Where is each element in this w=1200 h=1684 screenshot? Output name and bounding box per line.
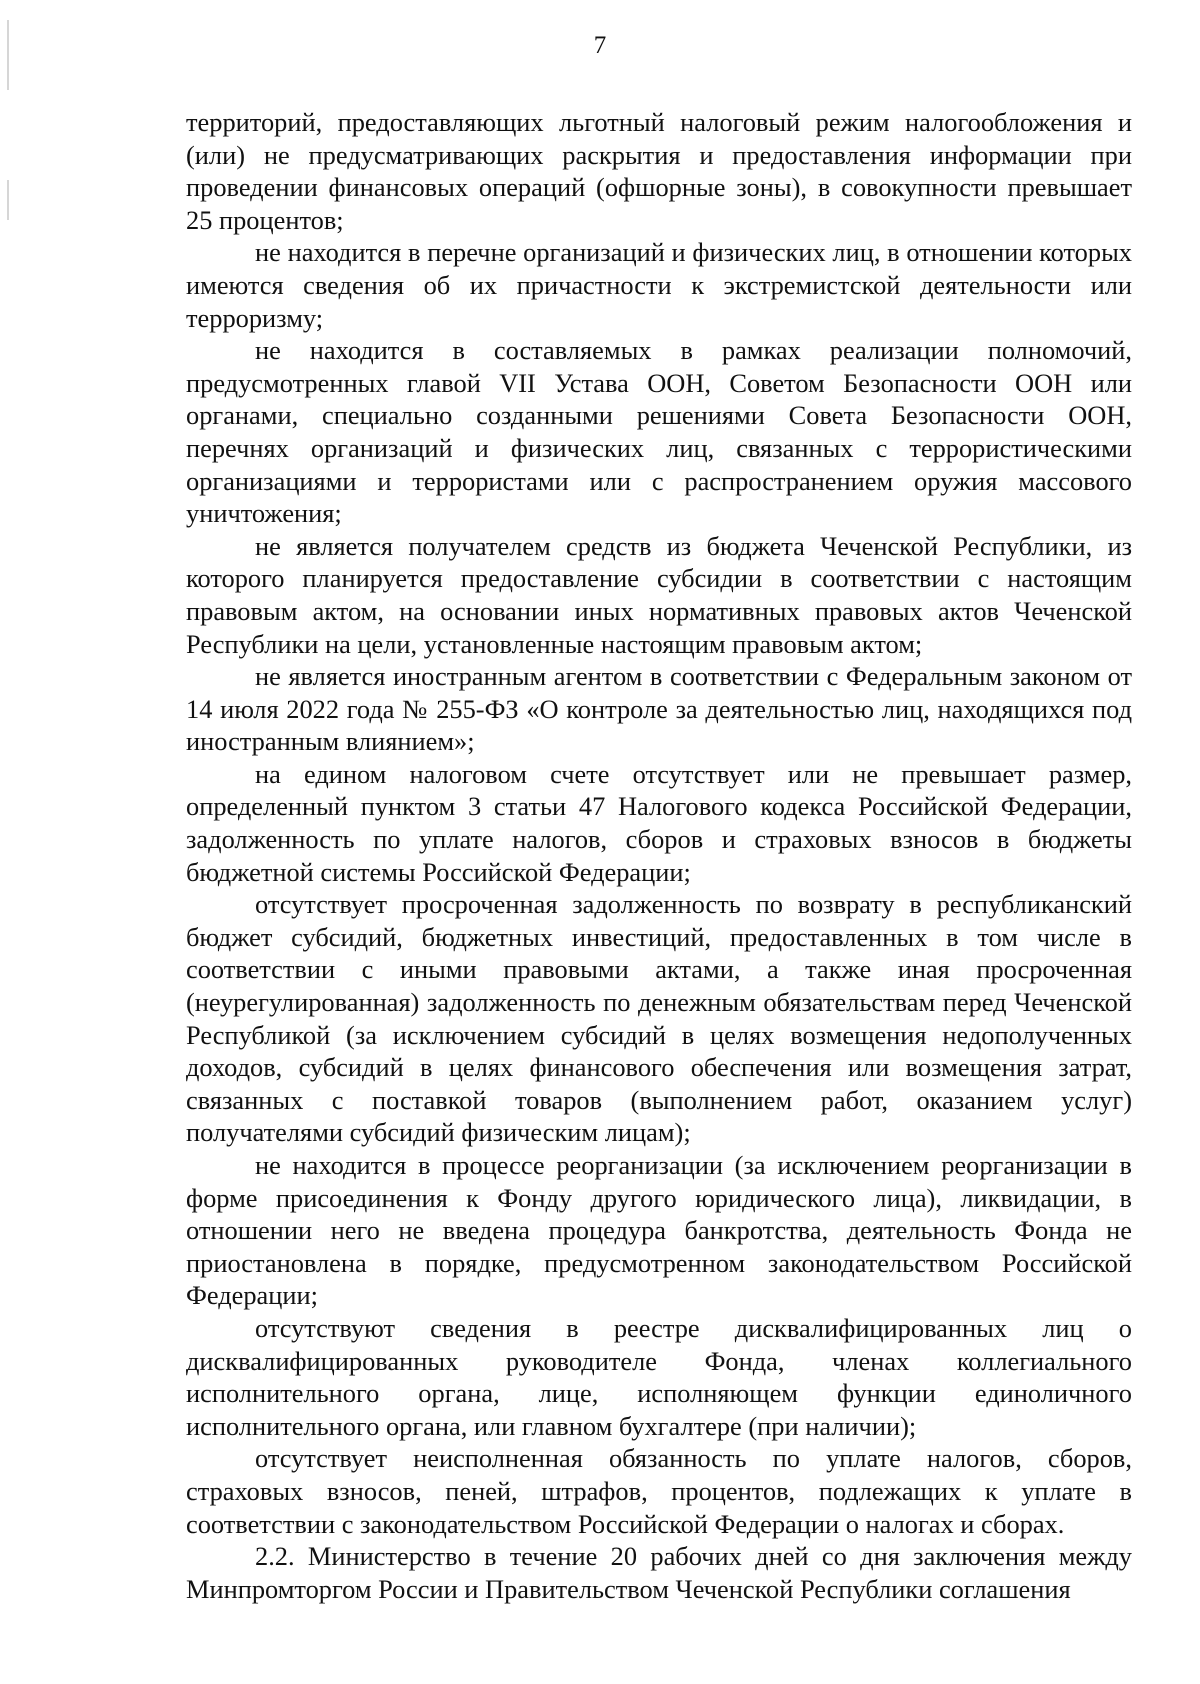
page-number: 7 (593, 32, 607, 59)
paragraph-overdue-debt: отсутствует просроченная задолженность по возврату в республиканский бюджет субсидий, бюджетных инвестиций, предоставленных в том числе в соответствии с иными правовыми актами, а также иная просроченная (неурегулированная) задолженность по денежным обязательствам перед Чеченской Республикой (за исключением субсидий в целях возмещения недополученных доходов, субсидий в целях финансового обеспечения или возмещения затрат, связанных с поставкой товаров (выполнением работ, оказанием услуг) получателями субсидий физическим лицам); (186, 889, 1132, 1148)
paragraph-section-2-2: 2.2. Министерство в течение 20 рабочих дней со дня заключения между Минпромторгом России и Правительством Чеченской Республики соглашения (186, 1541, 1132, 1604)
document-body (186, 106, 1132, 1605)
paragraph-budget-recipient: не является получателем средств из бюджета Чеченской Республики, из которого планируется предоставление субсидии в соответствии с настоящим правовым актом, на основании иных нормативных правовых актов Чеченской Республики на цели, установленные настоящим правовым актом; (186, 530, 1132, 659)
paragraph-foreign-agent: не является иностранным агентом в соответствии с Федеральным законом от 14 июля 2022 года № 255-ФЗ «О контроле за деятельностью лиц, находящихся под иностранным влиянием»; (186, 661, 1132, 757)
paragraph-offshore-share: территорий, предоставляющих льготный налоговый режим налогообложения и (или) не предусматривающих раскрытия и предоставления информации при проведении финансовых операций (офшорные зоны), в совокупности превышает 25 процентов; (186, 107, 1132, 235)
paragraph-un-sanctions-list: не находится в составляемых в рамках реализации полномочий, предусмотренных главой VII Устава ООН, Советом Безопасности ООН или органами, специально созданными решениями Совета Безопасности ООН, перечнях организаций и физических лиц, связанных с террористическими организациями и террористами или с распространением оружия массового уничтожения; (186, 335, 1132, 529)
paragraph-extremism-list: не находится в перечне организаций и физических лиц, в отношении которых имеются сведения об их причастности к экстремистской деятельности или терроризму; (186, 237, 1132, 333)
scan-edge-mark (7, 180, 9, 220)
paragraph-reorganization: не находится в процессе реорганизации (за исключением реорганизации в форме присоединения к Фонду другого юридического лица), ликвидации, в отношении него не введена процедура банкротства, деятельность Фонда не приостановлена в порядке, предусмотренном законодательством Российской Федерации; (186, 1150, 1132, 1311)
paragraph-disqualified-persons: отсутствуют сведения в реестре дисквалифицированных лиц о дисквалифицированных руководителе Фонда, членах коллегиального исполнительного органа, лице, исполняющем функции единоличного исполнительного органа, или главном бухгалтере (при наличии); (186, 1312, 1132, 1441)
paragraph-tax-account-debt: на едином налоговом счете отсутствует или не превышает размер, определенный пунктом 3 статьи 47 Налогового кодекса Российской Федерации, задолженность по уплате налогов, сборов и страховых взносов в бюджеты бюджетной системы Российской Федерации; (186, 758, 1132, 887)
paragraph-unfulfilled-tax-duty: отсутствует неисполненная обязанность по уплате налогов, сборов, страховых взносов, пеней, штрафов, процентов, подлежащих к уплате в соответствии с законодательством Российской Федерации о налогах и сборах. (186, 1443, 1132, 1539)
